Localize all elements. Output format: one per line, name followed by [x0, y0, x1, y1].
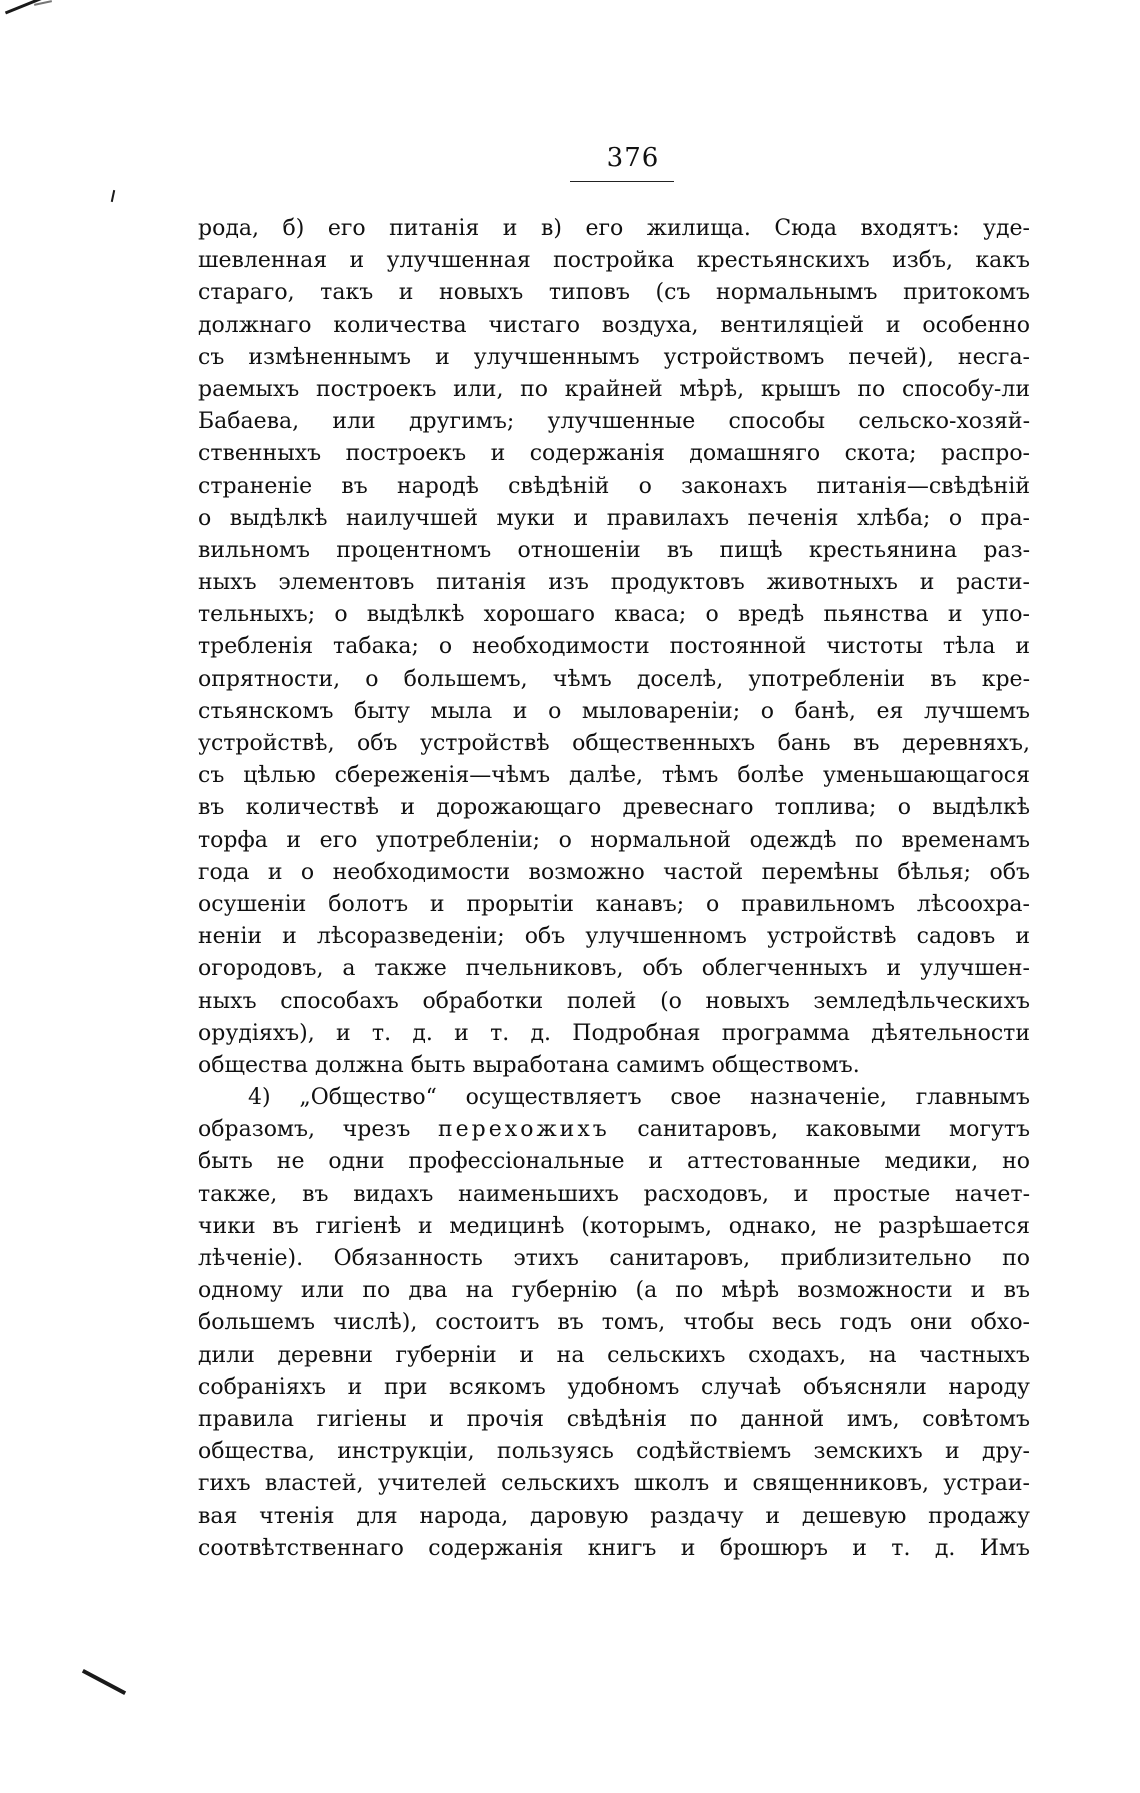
text-line: дили деревни губерніи и на сельскихъ сходахъ, на частныхъ — [198, 1342, 1030, 1368]
header-rule — [570, 181, 674, 182]
text-line: неніи и лѣсоразведеніи; объ улучшенномъ устройствѣ садовъ и — [198, 924, 1030, 950]
text-line: устройствѣ, объ устройствѣ общественныхъ бань въ деревняхъ, — [198, 731, 1030, 756]
text-line: страненіе въ народѣ свѣдѣній о законахъ питанія—свѣдѣній — [198, 473, 1030, 499]
text-line: ныхъ способахъ обработки полей (о новыхъ земледѣльческихъ — [198, 988, 1030, 1014]
text-line: опрятности, о большемъ, чѣмъ доселѣ, употребленіи въ кре- — [198, 666, 1030, 692]
text-fragment: образомъ, чрезъ — [198, 1117, 411, 1143]
text-line: большемъ числѣ), состоитъ въ томъ, чтобы весь годъ они обхо- — [198, 1310, 1030, 1336]
text-line: 4) „Общество“ осуществляетъ свое назначеніе, главнымъ — [248, 1085, 1030, 1111]
text-line: вильномъ процентномъ отношеніи въ пищѣ крестьянина раз- — [198, 537, 1030, 563]
text-line: орудіяхъ), и т. д. и т. д. Подробная программа дѣятельности — [198, 1020, 1030, 1046]
text-line: стьянскомъ быту мыла и о мыловареніи; о банѣ, ея лучшемъ — [198, 698, 1030, 724]
text-line: рода, б) его питанія и в) его жилища. Сюда входятъ: уде- — [198, 216, 1030, 241]
scan-smudge-mark — [82, 1669, 126, 1695]
text-line: Бабаева, или другимъ; улучшенные способы сельско-хозяй- — [198, 409, 1030, 435]
text-line: стараго, такъ и новыхъ типовъ (съ нормальнымъ притокомъ — [198, 280, 1030, 306]
text-line: осушеніи болотъ и прорытіи канавъ; о правильномъ лѣсоохра- — [198, 891, 1030, 917]
text-line: тельныхъ; о выдѣлкѣ хорошаго кваса; о вредѣ пьянства и упо- — [198, 602, 1030, 628]
text-line: собраніяхъ и при всякомъ удобномъ случаѣ объясняли народу — [198, 1374, 1030, 1400]
text-line: лѣченіе). Обязанность этихъ санитаровъ, приблизительно по — [198, 1246, 1030, 1271]
paragraph-2 — [198, 1082, 1030, 1565]
text-line: гихъ властей, учителей сельскихъ школъ и священниковъ, устраи- — [198, 1471, 1030, 1497]
emphasized-term: перехожихъ — [438, 1117, 610, 1143]
scan-tick-mark — [111, 190, 115, 202]
page-number: 376 — [606, 143, 660, 173]
text-line: общества должна быть выработана самимъ обществомъ. — [198, 1052, 860, 1078]
text-line: требленія табака; о необходимости постоянной чистоты тѣла и — [198, 634, 1030, 660]
paragraph-1 — [198, 213, 1030, 1082]
text-line — [198, 1114, 1030, 1146]
text-line: съ измѣненнымъ и улучшеннымъ устройствомъ печей), несга- — [198, 344, 1030, 370]
text-line: также, въ видахъ наименьшихъ расходовъ, и простые начет- — [198, 1181, 1030, 1207]
text-line: огородовъ, а также пчельниковъ, объ облегченныхъ и улучшен- — [198, 956, 1030, 982]
text-line: чики въ гигіенѣ и медицинѣ (которымъ, однако, не разрѣшается — [198, 1213, 1030, 1239]
text-line: правила гигіены и прочія свѣдѣнія по данной имъ, совѣтомъ — [198, 1406, 1030, 1432]
text-line: ныхъ элементовъ питанія изъ продуктовъ животныхъ и расти- — [198, 570, 1030, 596]
text-fragment: санитаровъ, каковыми могутъ — [637, 1117, 1030, 1143]
text-line: одному или по два на губернію (а по мѣрѣ возможности и въ — [198, 1278, 1030, 1304]
text-line: раемыхъ построекъ или, по крайней мѣрѣ, крышъ по способу-ли — [198, 376, 1030, 402]
text-line: о выдѣлкѣ наилучшей муки и правилахъ печенія хлѣба; о пра- — [198, 505, 1030, 531]
text-line: ственныхъ построекъ и содержанія домашняго скота; распро- — [198, 441, 1030, 467]
text-line: шевленная и улучшенная постройка крестьянскихъ избъ, какъ — [198, 248, 1030, 274]
text-line: должнаго количества чистаго воздуха, вентиляціей и особенно — [198, 312, 1030, 338]
text-line: въ количествѣ и дорожающаго древеснаго топлива; о выдѣлкѣ — [198, 795, 1030, 821]
text-line: вая чтенія для народа, даровую раздачу и дешевую продажу — [198, 1503, 1030, 1529]
text-line: торфа и его употребленіи; о нормальной одеждѣ по временамъ — [198, 827, 1030, 853]
text-line: года и о необходимости возможно частой перемѣны бѣлья; объ — [198, 859, 1030, 885]
text-line: съ цѣлью сбереженія—чѣмъ далѣе, тѣмъ болѣе уменьшающагося — [198, 763, 1030, 789]
text-line: быть не одни профессіональные и аттестованные медики, но — [198, 1149, 1030, 1175]
text-line: общества, инструкціи, пользуясь содѣйствіемъ земскихъ и дру- — [198, 1439, 1030, 1465]
body-text — [198, 213, 1030, 1565]
text-line: соотвѣтственнаго содержанія книгъ и брошюръ и т. д. Имъ — [198, 1535, 1030, 1561]
